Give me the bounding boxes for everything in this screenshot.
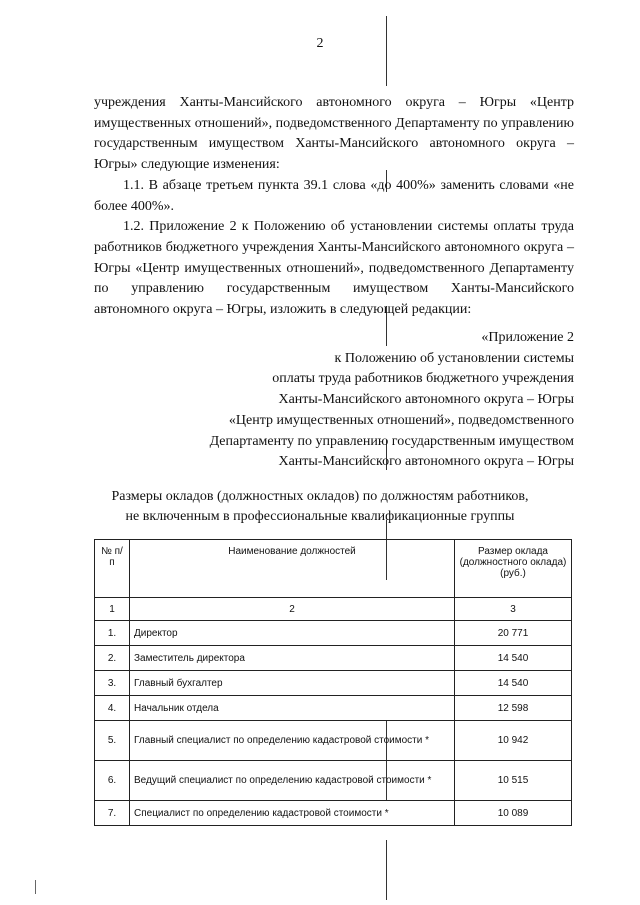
row-number: 4. — [95, 696, 130, 721]
salary-table — [94, 539, 572, 826]
row-salary: 14 540 — [455, 646, 572, 671]
scan-artifact-line — [386, 16, 387, 86]
appendix-line: Департаменту по управлению государственным имуществом — [209, 433, 574, 449]
row-number: 5. — [95, 721, 130, 761]
row-position: Ведущий специалист по определению кадастровой стоимости * — [130, 761, 455, 801]
row-salary: 20 771 — [455, 621, 572, 646]
table-row — [95, 721, 572, 761]
row-salary: 12 598 — [455, 696, 572, 721]
column-number-3: 3 — [455, 598, 572, 621]
table-index-row — [95, 598, 572, 621]
appendix-line: оплаты труда работников бюджетного учреждения — [272, 371, 574, 387]
table-row — [95, 621, 572, 646]
row-number: 1. — [95, 621, 130, 646]
appendix-line: Ханты-Мансийского автономного округа – Югры — [278, 454, 574, 470]
row-salary: 10 089 — [455, 801, 572, 826]
row-position: Начальник отдела — [130, 696, 455, 721]
row-position: Специалист по определению кадастровой стоимости * — [130, 801, 455, 826]
table-title — [0, 487, 640, 527]
row-number: 3. — [95, 671, 130, 696]
row-position: Директор — [130, 621, 455, 646]
appendix-line: к Положению об установлении системы — [334, 350, 574, 366]
table-row — [95, 646, 572, 671]
table-row — [95, 696, 572, 721]
row-salary: 10 515 — [455, 761, 572, 801]
header-salary: Размер оклада (должностного оклада) (руб.) — [455, 540, 572, 598]
header-position: Наименование должностей — [130, 540, 455, 598]
row-number: 6. — [95, 761, 130, 801]
scan-artifact-mark — [35, 880, 36, 894]
table-title-line: не включенным в профессиональные квалификационные группы — [125, 509, 515, 524]
body-text — [94, 93, 574, 321]
row-position: Главный бухгалтер — [130, 671, 455, 696]
appendix-line: Ханты-Мансийского автономного округа – Югры — [278, 392, 574, 408]
column-number-1: 1 — [95, 598, 130, 621]
table-title-line: Размеры окладов (должностных окладов) по должностям работников, — [111, 489, 529, 504]
table-row — [95, 761, 572, 801]
header-number: № п/п — [95, 540, 130, 598]
table-row — [95, 671, 572, 696]
table-header-row — [95, 540, 572, 598]
row-position: Заместитель директора — [130, 646, 455, 671]
table-row — [95, 801, 572, 826]
column-number-2: 2 — [130, 598, 455, 621]
row-number: 7. — [95, 801, 130, 826]
paragraph-1-2: 1.2. Приложение 2 к Положению об установлении системы оплаты труда работников бюджетного учреждения Ханты-Мансийского автономного округа – Югры «Центр имущественных отношений», подведомственного Департаменту по управлению государственным имуществом Ханты-Мансийского автономного округа – Югры, изложить в следующей редакции: — [94, 219, 574, 318]
appendix-line: «Приложение 2 — [481, 330, 574, 345]
page-number: 2 — [316, 36, 324, 51]
row-number: 2. — [95, 646, 130, 671]
row-position: Главный специалист по определению кадастровой стоимости * — [130, 721, 455, 761]
row-salary: 10 942 — [455, 721, 572, 761]
appendix-line: «Центр имущественных отношений», подведомственного — [228, 412, 574, 428]
paragraph-intro: учреждения Ханты-Мансийского автономного округа – Югры «Центр имущественных отношений», подведомственного Департаменту по управлению государственным имуществом Ханты-Мансийского автономного округа – Югры» следующие изменения: — [94, 95, 574, 173]
scan-artifact-line — [386, 840, 387, 900]
appendix-header — [210, 328, 574, 473]
row-salary: 14 540 — [455, 671, 572, 696]
paragraph-1-1: 1.1. В абзаце третьем пункта 39.1 слова «до 400%» заменить словами «не более 400%». — [94, 177, 574, 214]
